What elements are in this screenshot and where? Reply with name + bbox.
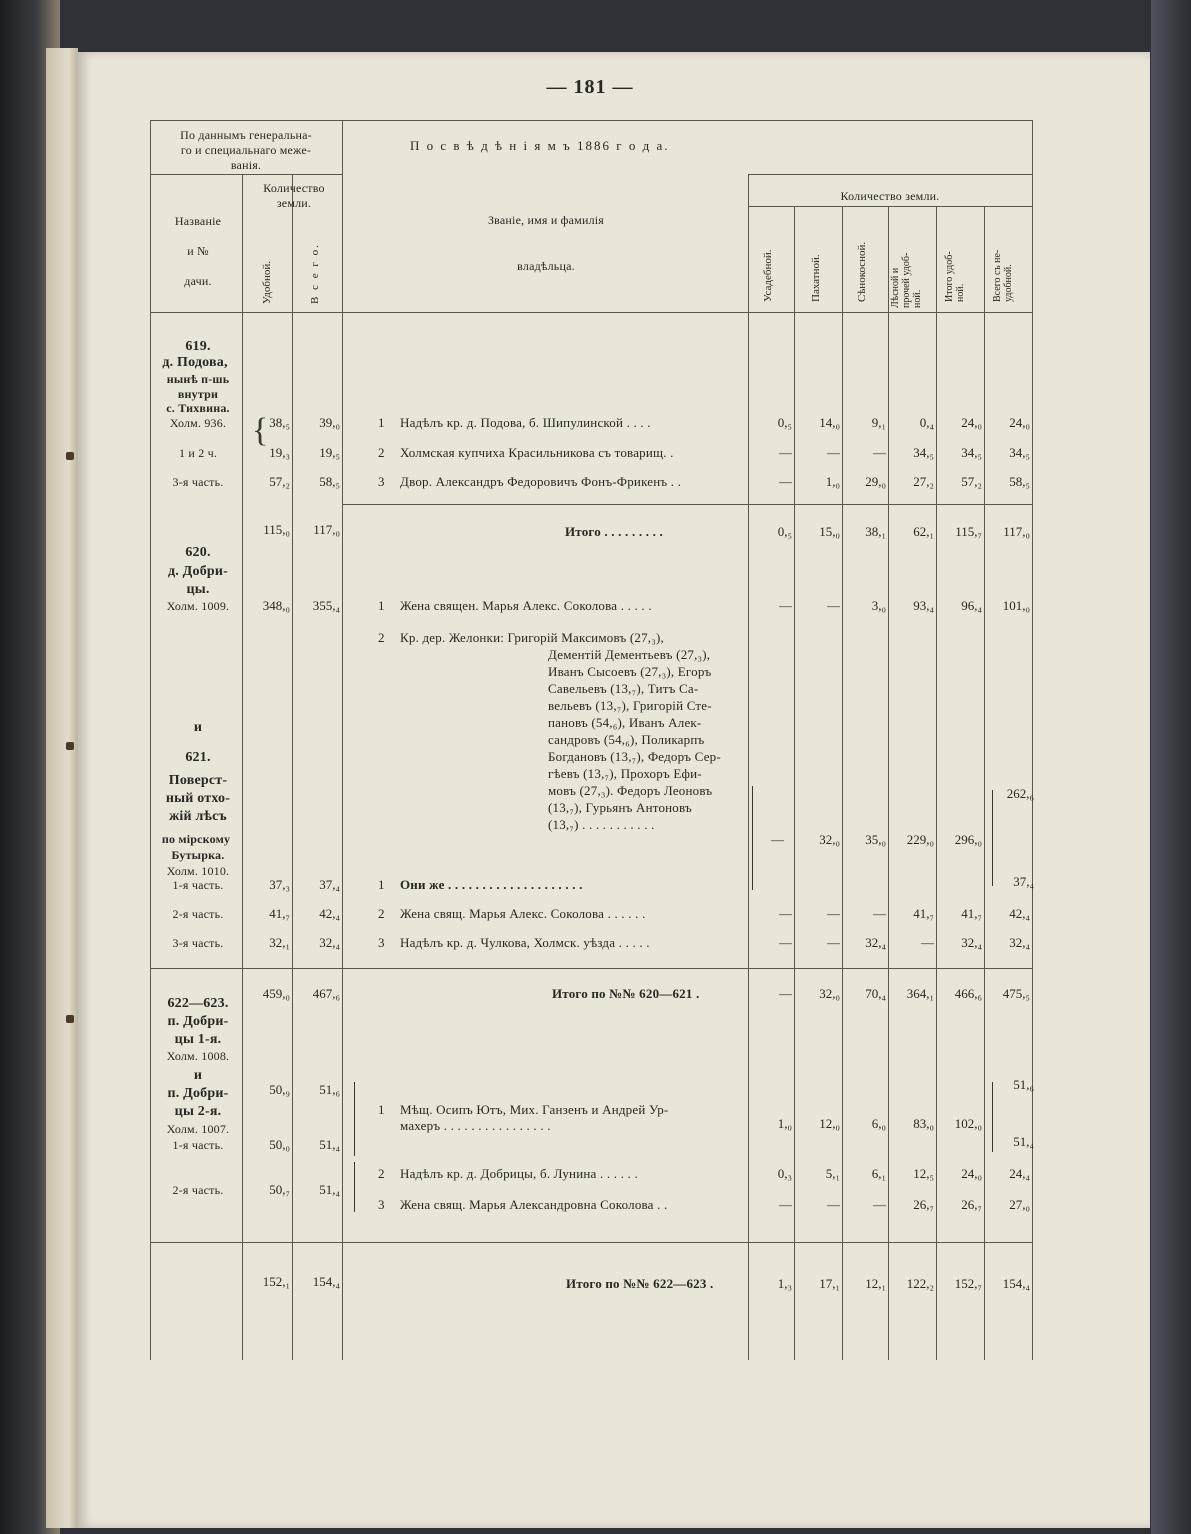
cell-pakh: 32,₀ [819,832,840,847]
cell-udobnoy: 50,₉ [269,1082,290,1097]
owner-text: махеръ . . . . . . . . . . . . . . . . [400,1118,551,1133]
owner-text: сандровъ (54,₆), Поликарпъ [548,732,705,747]
owner-text: Жена священ. Марья Алекс. Соколова . . . . . [400,598,652,613]
cell-seno: 3,₀ [871,598,886,613]
owner-text: Надѣлъ кр. д. Подова, б. Шипулинской . . . . [400,415,651,430]
owner-text: Холмская купчиха Красильникова съ товарищ. . [400,445,674,460]
dacha-holm: Холм. 1010. [166,864,230,878]
dacha-name: нынѣ п-шь [166,372,230,386]
owner-text: Дементій Дементьевъ (27,₃), [548,647,711,662]
cell-seno: — [873,445,886,460]
owner-text: Жена свящ. Марья Алекс. Соколова . . . . . . [400,906,646,921]
row-index: 3 [378,1197,385,1212]
cell-seno: 6,₁ [871,1166,886,1181]
cell-vsego-total: 24,₀ [1009,415,1030,430]
cell-vsego: 37,₄ [319,877,340,892]
cell-vsego-total: 32,₄ [1009,935,1030,950]
owner-text: Иванъ Сысоевъ (27,₃), Егоръ [548,664,712,679]
dacha-part: 2-я часть. [172,1183,224,1197]
cell-usad: 1,₀ [777,1116,792,1131]
cell-les: 364,₁ [906,986,934,1001]
dacha-holm: Холм. 1007. [166,1122,230,1136]
dacha-number: 619. [185,339,211,354]
conjunction: и [193,720,203,735]
cell-usad: 0,₃ [777,1166,792,1181]
owner-text: Мѣщ. Осипъ Ютъ, Мих. Ганзенъ и Андрей Ур- [400,1102,669,1117]
dacha-holm: Холм. 936. [169,416,227,430]
binding-thread-mark [66,452,74,460]
cell-seno: — [873,906,886,921]
owner-text: Савельевъ (13,₇), Титъ Са- [548,681,699,696]
cell-itogo: 152,₇ [954,1276,982,1291]
total-vsego: 467,₆ [312,986,340,1001]
cell-itogo: 96,₄ [961,598,982,613]
dacha-number: 621. [185,750,211,765]
cell-usad: — [779,935,792,950]
cell-vsego: 51,₆ [319,1082,340,1097]
dacha-part: 2-я часть. [172,907,224,921]
row-index: 3 [378,474,385,489]
cell-vsego-total: 101,₀ [1002,598,1030,613]
cell-les: 0,₄ [919,415,934,430]
header-col-vsego: Всего съ не- удобной. [992,249,1014,302]
cell-vsego-total: 475,₅ [1002,986,1030,1001]
cell-pakh: 17,₁ [819,1276,840,1291]
cell-vsego-total: 154,₄ [1002,1276,1030,1291]
dacha-name: Бутырка. [171,848,225,862]
dacha-name: п. Добри- [167,1086,229,1101]
cell-itogo: 296,₀ [954,832,982,847]
cell-usad: — [779,986,792,1001]
cell-itogo: 34,₅ [961,445,982,460]
cell-pakh: 5,₁ [825,1166,840,1181]
dacha-holm: Холм. 1009. [166,599,230,613]
header-col-usad: Усадебной. [762,249,774,302]
cell-seno: 32,₄ [865,935,886,950]
cell-usad: 1,₃ [777,1276,792,1291]
owner-text: Надѣлъ кр. д. Чулкова, Холмск. уѣзда . . . . . [400,935,650,950]
dacha-part: 3-я часть. [172,475,224,489]
dacha-part: 1 и 2 ч. [178,446,218,460]
cell-vsego: 51,₄ [319,1182,340,1197]
dacha-part: 1-я часть. [172,878,224,892]
row-index: 2 [378,445,385,460]
binding-thread-mark [66,742,74,750]
row-index: 2 [378,630,385,645]
dacha-name: жій лѣсъ [169,809,227,824]
cell-vsego-total: 51,₄ [1013,1134,1034,1149]
cell-vsego-total: 42,₄ [1009,906,1030,921]
owner-text: (13,₇) . . . . . . . . . . . [548,817,655,832]
header-col-seno: Сѣнокосной. [856,241,868,302]
cell-itogo: 26,₇ [961,1197,982,1212]
conjunction: и [193,1068,203,1083]
cell-seno: 12,₁ [865,1276,886,1291]
cell-les: 41,₇ [913,906,934,921]
cell-udobnoy: 50,₇ [269,1182,290,1197]
total-vsego: 117,₀ [313,522,340,537]
owner-text: (13,₇), Гурьянъ Антоновъ [548,800,692,815]
cell-vsego: 355,₄ [312,598,340,613]
cell-vsego-total: 34,₅ [1009,445,1030,460]
dacha-part: 3-я часть. [172,936,224,950]
row-index: 1 [378,1102,385,1117]
brace: { [252,412,269,449]
cell-pakh: — [827,445,840,460]
header-udobnoy: Удобной. [261,261,273,304]
cell-pakh: 1,₀ [825,474,840,489]
dacha-name: Поверст- [168,773,228,788]
owner-text: Двор. Александръ Федоровичъ Фонъ-Фрикенъ . . [400,474,682,489]
cell-les: 122,₂ [906,1276,934,1291]
owner-text: гѣевъ (13,₇), Прохоръ Ефи- [548,766,702,781]
owner-text: мовъ (27,₃). Федоръ Леоновъ [548,783,713,798]
row-index: 2 [378,1166,385,1181]
row-index: 1 [378,877,385,892]
cell-udobnoy: 348,₀ [262,598,290,613]
dacha-name: д. Подова, [162,355,228,370]
row-index: 1 [378,598,385,613]
cell-vsego-total: 27,₀ [1009,1197,1030,1212]
cell-vsego: 51,₄ [319,1137,340,1152]
header-owner-l1: Званіе, имя и фамилія [487,213,605,227]
cell-pakh: — [827,598,840,613]
owner-text: вельевъ (13,₇), Григорій Сте- [548,698,712,713]
cell-usad: — [779,474,792,489]
owner-text: Богдановъ (13,₇), Федоръ Сер- [548,749,721,764]
cell-les: 93,₄ [913,598,934,613]
total-label: Итого по №№ 622—623 . [566,1276,714,1291]
dacha-number: 620. [185,545,211,560]
header-qty-group-right: Количество земли. [840,189,940,203]
dacha-name: п. Добри- [167,1014,229,1029]
cell-itogo: 24,₀ [961,1166,982,1181]
cell-itogo: 24,₀ [961,415,982,430]
owner-text: Они же . . . . . . . . . . . . . . . . . . . . [400,877,583,892]
dacha-name: цы 2-я. [174,1104,222,1119]
header-col-itogo: Итого удоб- ной. [944,251,966,302]
cell-les: 34,₅ [913,445,934,460]
cell-seno: 9,₁ [871,415,886,430]
owner-text: Кр. дер. Желонки: Григорій Максимовъ (27,₃), [400,630,664,645]
cell-les: 83,₀ [913,1116,934,1131]
cell-itogo: 32,₄ [961,935,982,950]
total-label: Итого по №№ 620—621 . [552,986,700,1001]
total-udobnoy: 115,₀ [263,522,290,537]
page-number: — 181 — [546,76,634,98]
owner-text: Жена свящ. Марья Александровна Соколова . . [400,1197,668,1212]
dacha-name: с. Тихвина. [166,401,230,415]
background-right [1151,0,1191,1534]
cell-seno: — [873,1197,886,1212]
cell-les: 12,₅ [913,1166,934,1181]
cell-pakh: 12,₀ [819,1116,840,1131]
cell-les: — [921,935,934,950]
dacha-name: цы 1-я. [174,1032,222,1047]
cell-vsego-total: 37,₄ [1013,874,1034,889]
cell-pakh: 14,₀ [819,415,840,430]
cell-pakh: — [827,1197,840,1212]
header-left-group: По даннымъ генеральна- го и специальнаго меже- ванія. [180,128,312,172]
owner-text: пановъ (54,₆), Иванъ Алек- [548,715,702,730]
cell-udobnoy: 50,₀ [269,1137,290,1152]
cell-usad: 0,₅ [777,524,792,539]
cell-les: 26,₇ [913,1197,934,1212]
cell-pakh: — [827,906,840,921]
cell-vsego: 19,₅ [319,445,340,460]
cell-udobnoy: 57,₂ [269,474,290,489]
dacha-part: 1-я часть. [172,1138,224,1152]
cell-usad: — [779,598,792,613]
cell-usad: — [779,445,792,460]
cell-usad: — [779,1197,792,1212]
dacha-name: цы. [186,582,210,597]
bracket-line [992,1082,993,1152]
cell-vsego-total: 24,₄ [1009,1166,1030,1181]
dacha-name: д. Добри- [167,564,229,579]
header-qty-group: Количество земли. [263,181,325,210]
dacha-number: 622—623. [167,996,229,1011]
owner-text: Надѣлъ кр. д. Добрицы, б. Лунина . . . . . . [400,1166,638,1181]
cell-seno: 35,₀ [865,832,886,847]
header-owner-l2: владѣльца. [517,259,575,273]
cell-itogo: 57,₂ [961,474,982,489]
cell-itogo: 466,₆ [954,986,982,1001]
cell-seno: 29,₀ [865,474,886,489]
total-label: Итого . . . . . . . . . [565,524,664,539]
cell-usad: 0,₅ [777,415,792,430]
header-col-les: Лѣсной и прочей удоб- ной. [890,252,923,308]
cell-udobnoy: 19,₃ [269,445,290,460]
dacha-name: ный отхо- [165,791,231,806]
cell-vsego-total: 58,₅ [1009,474,1030,489]
dacha-name: внутри [177,387,219,401]
cell-vsego: 58,₅ [319,474,340,489]
cell-itogo: 41,₇ [961,906,982,921]
header-vsego: В с е г о. [309,243,321,304]
row-index: 3 [378,935,385,950]
dacha-holm: Холм. 1008. [166,1049,230,1063]
total-udobnoy: 459,₀ [262,986,290,1001]
binding-thread-mark [66,1015,74,1023]
header-name-col: Названіе и № дачи. [174,214,222,288]
cell-pakh: 15,₀ [819,524,840,539]
cell-udobnoy: 37,₃ [269,877,290,892]
header-col-pakh: Пахатной. [810,254,822,302]
cell-pakh: — [827,935,840,950]
dacha-name: по мірскому [161,832,231,846]
cell-vsego-total: 51,₆ [1013,1077,1034,1092]
cell-seno: 38,₁ [865,524,886,539]
total-udobnoy: 152,₁ [262,1274,290,1289]
cell-les: 229,₀ [906,832,934,847]
cell-pakh: 32,₀ [819,986,840,1001]
cell-seno: 70,₄ [865,986,886,1001]
bracket-line [992,790,993,886]
cell-vsego: 42,₄ [319,906,340,921]
cell-usad: — [779,906,792,921]
row-index: 2 [378,906,385,921]
facing-page-edge [46,48,78,1528]
cell-udobnoy: 32,₁ [269,935,290,950]
cell-vsego: 39,₀ [319,415,340,430]
header-right-group: П о с в ѣ д ѣ н і я м ъ 1886 г о д а. [410,138,670,153]
total-vsego: 154,₄ [312,1274,340,1289]
cell-itogo: 115,₇ [955,524,982,539]
bracket-line [354,1162,355,1212]
bracket-line [354,1082,355,1156]
cell-les: 27,₂ [913,474,934,489]
cell-itogo: 102,₀ [954,1116,982,1131]
cell-vsego: 32,₄ [319,935,340,950]
cell-seno: 6,₀ [871,1116,886,1131]
row-index: 1 [378,415,385,430]
cell-udobnoy: 41,₇ [269,906,290,921]
cell-usad: — [771,832,784,847]
cell-udobnoy: 38,₅ [269,415,290,430]
cell-vsego-total: 117,₀ [1003,524,1030,539]
cell-les: 62,₁ [913,524,934,539]
cell-vsego-total: 262,₆ [1006,786,1034,801]
